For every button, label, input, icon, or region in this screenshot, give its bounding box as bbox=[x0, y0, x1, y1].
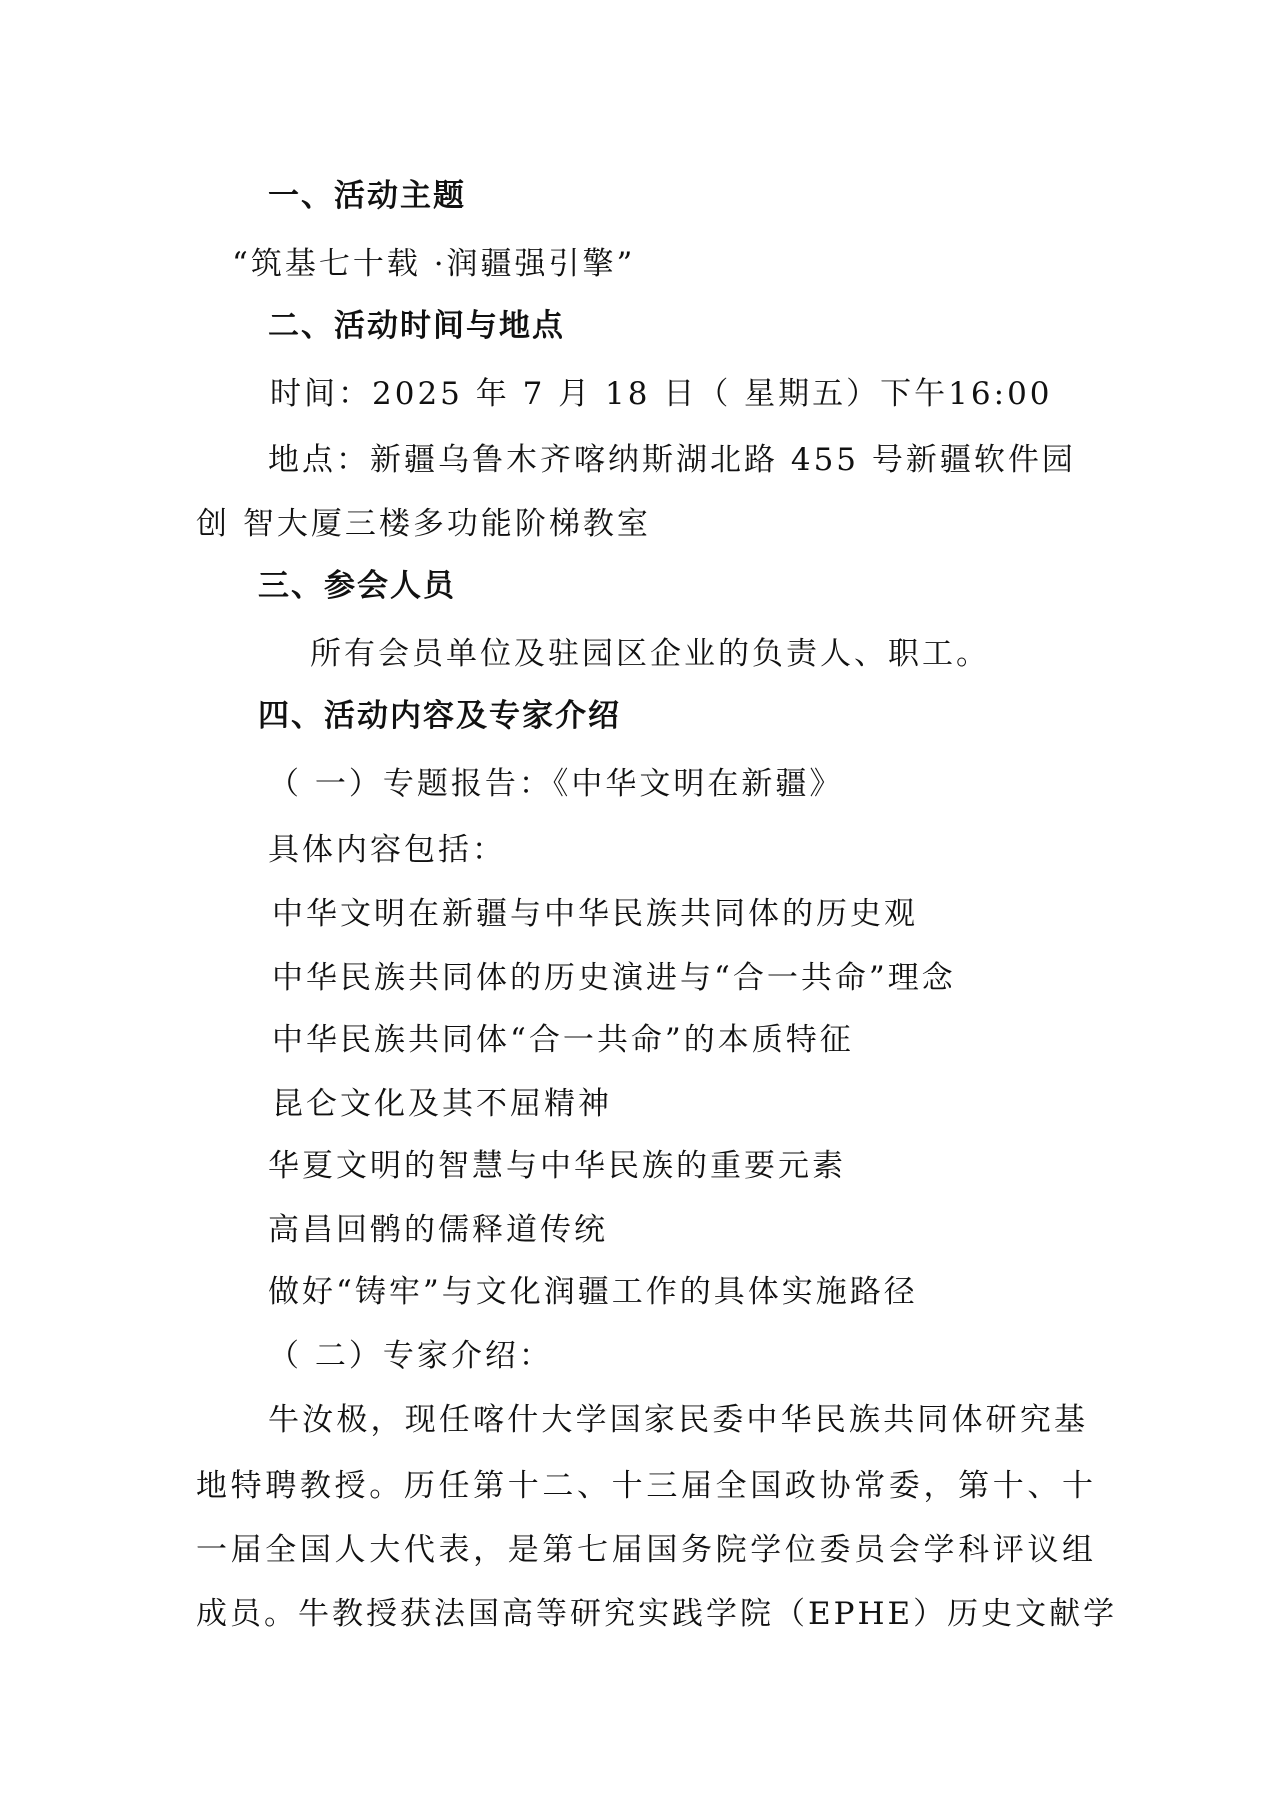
content-item: 做好“铸牢”与文化润疆工作的具体实施路径 bbox=[268, 1274, 918, 1310]
content-item: 昆仑文化及其不屈精神 bbox=[272, 1086, 612, 1122]
section-heading-theme: 一、活动主题 bbox=[268, 178, 466, 214]
section-heading-time-place: 二、活动时间与地点 bbox=[268, 308, 565, 344]
expert-title: （ 二）专家介绍： bbox=[268, 1338, 553, 1374]
event-place-line-2: 创 智大厦三楼多功能阶梯教室 bbox=[196, 506, 651, 542]
includes-label: 具体内容包括： bbox=[268, 832, 506, 868]
content-item: 华夏文明的智慧与中华民族的重要元素 bbox=[268, 1148, 846, 1184]
section-heading-content: 四、活动内容及专家介绍 bbox=[258, 698, 621, 734]
activity-slogan: “筑基七十载 ·润疆强引擎” bbox=[232, 246, 636, 282]
expert-bio-line: 牛汝极，现任喀什大学国家民委中华民族共同体研究基 bbox=[268, 1402, 1088, 1438]
expert-bio-line: 地特聘教授。历任第十二、十三届全国政协常委，第十、十 bbox=[196, 1468, 1096, 1504]
attendees-text: 所有会员单位及驻园区企业的负责人、职工。 bbox=[310, 636, 990, 672]
event-place-line-1: 地点：新疆乌鲁木齐喀纳斯湖北路 455 号新疆软件园 bbox=[268, 442, 1076, 478]
content-item: 中华民族共同体“合一共命”的本质特征 bbox=[272, 1022, 854, 1058]
expert-bio-line: 一届全国人大代表，是第七届国务院学位委员会学科评议组 bbox=[196, 1532, 1096, 1568]
section-heading-attendees: 三、参会人员 bbox=[258, 568, 456, 604]
content-item: 高昌回鹘的儒释道传统 bbox=[268, 1212, 608, 1248]
content-item: 中华民族共同体的历史演进与“合一共命”理念 bbox=[272, 960, 956, 996]
report-title: （ 一）专题报告：《中华文明在新疆》 bbox=[268, 766, 844, 802]
content-item: 中华文明在新疆与中华民族共同体的历史观 bbox=[272, 896, 918, 932]
event-time: 时间：2025 年 7 月 18 日（ 星期五）下午16:00 bbox=[270, 376, 1053, 412]
expert-bio-line: 成员。牛教授获法国高等研究实践学院（EPHE）历史文献学 bbox=[196, 1596, 1118, 1632]
